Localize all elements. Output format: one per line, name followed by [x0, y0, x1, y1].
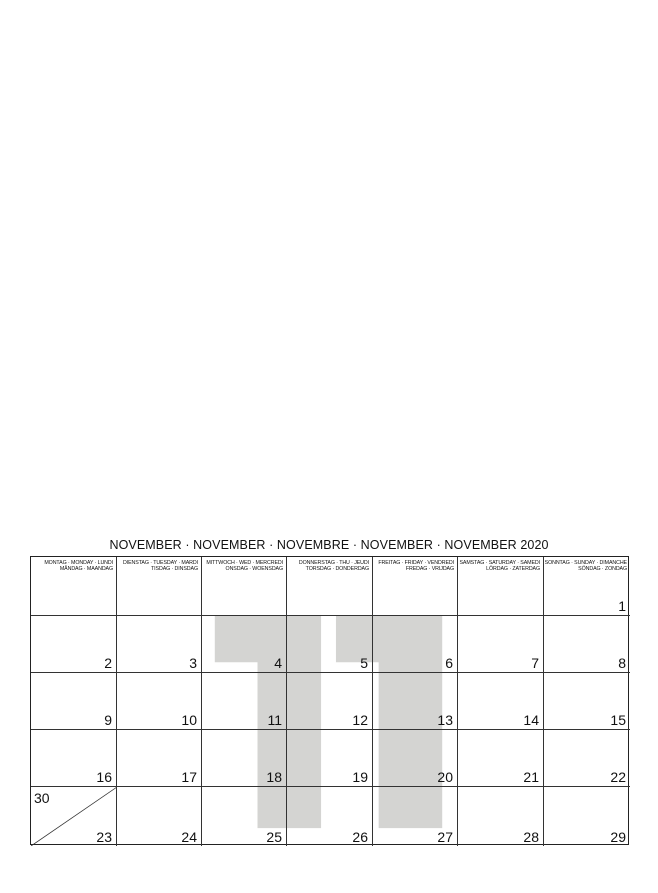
- day-cell-fri: [373, 616, 458, 673]
- weekday-header-line2: SÖNDAG · ZONDAG: [578, 566, 627, 573]
- day-number: 4: [274, 655, 282, 671]
- day-cell-sat: [458, 730, 544, 787]
- day-cell-wed: [202, 616, 287, 673]
- day-cell-thu: [287, 730, 373, 787]
- day-number: 11: [267, 712, 282, 728]
- day-number: 7: [531, 655, 539, 671]
- weekday-header-line1: MONTAG · MONDAY · LUNDI: [44, 560, 113, 566]
- day-cell-mon: [31, 730, 117, 787]
- weekday-header-line1: MITTWOCH · WED · MERCREDI: [206, 560, 283, 566]
- day-number: 17: [181, 769, 197, 785]
- weekday-header-line1: DIENSTAG · TUESDAY · MARDI: [123, 560, 198, 566]
- weekday-header-line2: ONSDAG · WOENSDAG: [225, 566, 283, 573]
- day-number: 28: [523, 829, 539, 845]
- day-number: 8: [618, 655, 626, 671]
- day-cell-fri: [373, 730, 458, 787]
- day-cell-tue: [117, 787, 202, 846]
- calendar-grid: [30, 556, 629, 845]
- day-number: 9: [104, 712, 112, 728]
- day-cell-sun: [544, 557, 630, 616]
- day-cell-mon: [31, 673, 117, 730]
- day-cell-sat: [458, 787, 544, 846]
- weekday-header-fri: [378, 560, 454, 573]
- weekday-header-line1: DONNERSTAG · THU · JEUDI: [298, 560, 369, 566]
- weekday-header-line1: SONNTAG · SUNDAY · DIMANCHE: [544, 560, 627, 566]
- day-number-split-top: 30: [34, 790, 50, 806]
- day-cell-thu: [287, 616, 373, 673]
- day-number: 12: [352, 712, 368, 728]
- day-number: 25: [266, 829, 282, 845]
- day-cell-mon: [31, 557, 117, 616]
- weekday-header-line2: MÅNDAG · MAANDAG: [59, 566, 113, 573]
- day-number: 19: [352, 769, 368, 785]
- day-cell-fri: [373, 673, 458, 730]
- split-cell-diagonal: [31, 787, 116, 846]
- day-number: 24: [181, 829, 197, 845]
- weekday-header-thu: [299, 560, 369, 573]
- day-number: 26: [352, 829, 368, 845]
- day-number: 14: [523, 712, 539, 728]
- day-number: 22: [610, 769, 626, 785]
- day-cell-fri: [373, 787, 458, 846]
- day-cell-wed: [202, 673, 287, 730]
- day-cell-wed: [202, 787, 287, 846]
- day-number: 15: [610, 712, 626, 728]
- day-number: 29: [610, 829, 626, 845]
- weekday-header-line1: SAMSTAG · SATURDAY · SAMEDI: [459, 560, 540, 566]
- day-number: 23: [96, 829, 112, 845]
- weekday-header-line2: TISDAG · DINSDAG: [151, 566, 198, 573]
- day-number: 5: [360, 655, 368, 671]
- day-number: 6: [445, 655, 453, 671]
- day-cell-sun: [544, 673, 630, 730]
- weekday-header-sat: [460, 560, 541, 573]
- day-cell-mon: [31, 787, 117, 846]
- day-number: 13: [437, 712, 453, 728]
- day-cell-tue: [117, 673, 202, 730]
- day-cell-wed: [202, 557, 287, 616]
- day-cell-sat: [458, 616, 544, 673]
- day-cell-sun: [544, 787, 630, 846]
- day-cell-sat: [458, 673, 544, 730]
- day-number: 20: [437, 769, 453, 785]
- day-cell-fri: [373, 557, 458, 616]
- day-cell-thu: [287, 787, 373, 846]
- weekday-header-mon: [44, 560, 113, 573]
- day-cell-tue: [117, 730, 202, 787]
- calendar-title: NOVEMBER · NOVEMBER · NOVEMBRE · NOVEMBER · NOVEMBER 2020: [109, 538, 549, 552]
- day-cell-mon: [31, 616, 117, 673]
- day-cell-sun: [544, 616, 630, 673]
- day-number: 21: [523, 769, 539, 785]
- day-number: 27: [437, 829, 453, 845]
- day-cell-thu: [287, 673, 373, 730]
- day-number: 2: [104, 655, 112, 671]
- weekday-header-line2: FREDAG · VRIJDAG: [405, 566, 454, 573]
- day-cell-thu: [287, 557, 373, 616]
- weekday-header-tue: [123, 560, 198, 573]
- day-number: 18: [266, 769, 282, 785]
- weekday-header-line2: LÖRDAG · ZATERDAG: [486, 566, 540, 573]
- day-cell-sun: [544, 730, 630, 787]
- day-cell-tue: [117, 557, 202, 616]
- day-number: 3: [189, 655, 197, 671]
- day-number: 10: [181, 712, 197, 728]
- calendar-cells: [31, 557, 628, 844]
- weekday-header-wed: [206, 560, 283, 573]
- day-cell-wed: [202, 730, 287, 787]
- day-cell-tue: [117, 616, 202, 673]
- day-number: 16: [96, 769, 112, 785]
- weekday-header-line1: FREITAG · FRIDAY · VENDREDI: [378, 560, 454, 566]
- day-cell-sat: [458, 557, 544, 616]
- weekday-header-sun: [545, 560, 627, 573]
- day-number: 1: [618, 598, 626, 614]
- weekday-header-line2: TORSDAG · DONDERDAG: [305, 566, 369, 573]
